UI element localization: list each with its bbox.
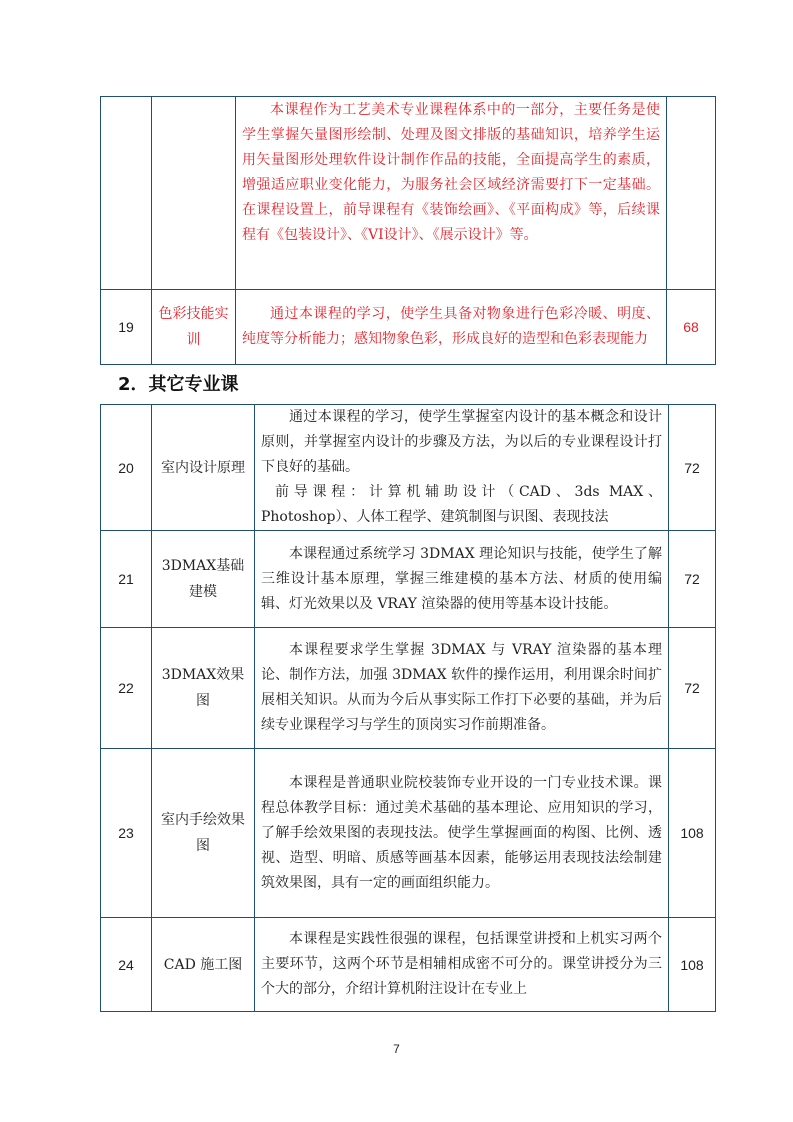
table-row — [101, 405, 716, 531]
row-number: 23 — [101, 749, 152, 918]
description-text: 本课程要求学生掌握 3DMAX 与 VRAY 渲染器的基本理论、制作方法，加强 3DMAX 软件的操作运用，利用课余时间扩展相关知识。从而为今后从事实际工作打下必要的基础，并为后续专业课程学习与学生的顶岗实习作前期准备。 — [261, 642, 662, 733]
table-row — [101, 290, 716, 365]
course-name: 室内设计原理 — [152, 405, 255, 531]
row-number: 24 — [101, 918, 152, 1012]
table-row — [101, 918, 716, 1012]
row-number: 21 — [101, 531, 152, 628]
description-text: 通过本课程的学习，使学生具备对物象进行色彩冷暖、明度、纯度等分析能力；感知物象色彩，形成良好的造型和色彩表现能力 — [242, 306, 660, 347]
course-description — [255, 918, 669, 1012]
description-text: 本课程是实践性很强的课程，包括课堂讲授和上机实习两个主要环节，这两个环节是相辅相成密不可分的。课堂讲授分为三个大的部分，介绍计算机附注设计在专业上 — [261, 931, 662, 997]
table-row — [101, 749, 716, 918]
course-hours: 72 — [669, 628, 716, 749]
table-row — [101, 97, 716, 290]
course-description — [255, 531, 669, 628]
table-row — [101, 628, 716, 749]
course-hours — [667, 97, 716, 290]
course-name: 3DMAX基础建模 — [152, 531, 255, 628]
section-heading: 2．其它专业课 — [118, 374, 239, 395]
row-number: 19 — [101, 290, 152, 365]
course-name — [152, 97, 236, 290]
course-hours: 108 — [669, 918, 716, 1012]
course-description — [255, 749, 669, 918]
course-hours: 72 — [669, 531, 716, 628]
course-name: CAD 施工图 — [152, 918, 255, 1012]
row-number: 20 — [101, 405, 152, 531]
row-number: 22 — [101, 628, 152, 749]
course-description — [255, 405, 669, 531]
course-hours: 72 — [669, 405, 716, 531]
course-table-other — [100, 404, 716, 1012]
description-text: 本课程通过系统学习 3DMAX 理论知识与技能，使学生了解三维设计基本原理，掌握三维建模的基本方法、材质的使用编辑、灯光效果以及 VRAY 渲染器的使用等基本设计技能。 — [261, 545, 662, 612]
row-number — [101, 97, 152, 290]
course-hours: 108 — [669, 749, 716, 918]
course-description — [236, 97, 667, 290]
course-name: 3DMAX效果图 — [152, 628, 255, 749]
course-hours: 68 — [667, 290, 716, 365]
description-text: 通过本课程的学习，使学生掌握室内设计的基本概念和设计原则，并掌握室内设计的步骤及方法，为以后的专业课程设计打下良好的基础。 — [261, 409, 662, 475]
course-table-continued — [100, 96, 716, 365]
table-row — [101, 531, 716, 628]
course-description — [255, 628, 669, 749]
description-text: 本课程作为工艺美术专业课程体系中的一部分，主要任务是使学生掌握矢量图形绘制、处理及图文排版的基础知识，培养学生运用矢量图形处理软件设计制作作品的技能，全面提高学生的素质，增强适应职业变化能力，为服务社会区域经济需要打下一定基础。在课程设置上，前导课程有《装饰绘画》、《平面构成》等，后续课程有《包装设计》、《VI设计》、《展示设计》等。 — [242, 102, 660, 243]
course-description — [236, 290, 667, 365]
course-name: 色彩技能实训 — [152, 290, 236, 365]
description-text: 本课程是普通职业院校装饰专业开设的一门专业技术课。课程总体教学目标：通过美术基础的基本理论、应用知识的学习，了解手绘效果图的表现技法。使学生掌握画面的构图、比例、透视、造型、明暗、质感等画基本因素，能够运用表现技法绘制建筑效果图，具有一定的画面组织能力。 — [261, 774, 662, 891]
description-prerequisites: 前导课程：计算机辅助设计（CAD、3ds MAX、Photoshop）、人体工程学、建筑制图与识图、表现技法 — [261, 484, 662, 525]
course-name: 室内手绘效果图 — [152, 749, 255, 918]
page-number: 7 — [393, 1042, 400, 1056]
